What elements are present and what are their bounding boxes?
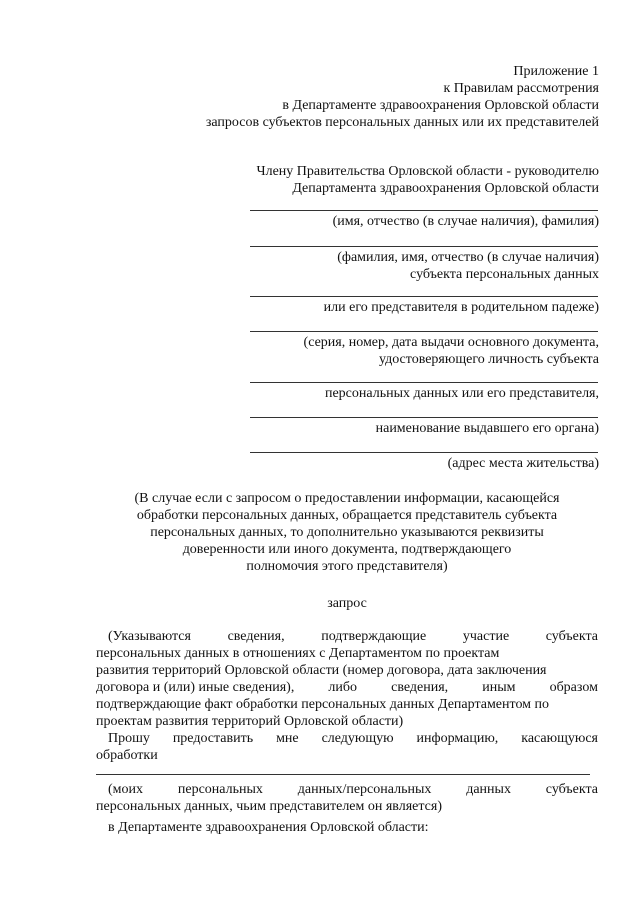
address-hint: (адрес места жительства) bbox=[447, 456, 599, 471]
request-heading: запрос bbox=[327, 596, 367, 611]
document-hint-1: (серия, номер, дата выдачи основного документа, bbox=[303, 335, 599, 350]
document-hint-2: удостоверяющего личность субъекта bbox=[378, 352, 599, 367]
body-word: субъекта bbox=[545, 629, 598, 644]
body-word: мне bbox=[276, 731, 299, 746]
note-line-2: обработки персональных данных, обращается представитель субъекта bbox=[136, 508, 558, 523]
body-p2-row-1 bbox=[96, 730, 598, 747]
body-word: касающуюся bbox=[521, 731, 598, 746]
document-fill-line-2 bbox=[250, 382, 598, 383]
subject-fill-line bbox=[250, 246, 598, 247]
note-line-5: полномочия этого представителя) bbox=[246, 559, 448, 574]
document-hint-3: персональных данных или его представителя, bbox=[324, 386, 599, 401]
body-word: субъекта bbox=[545, 782, 598, 797]
body-p3-row-2: персональных данных, чьим представителем он является) bbox=[96, 799, 442, 814]
body-p1-row-1 bbox=[96, 628, 598, 645]
body-word: информацию, bbox=[416, 731, 499, 746]
issuer-fill-line bbox=[250, 417, 598, 418]
body-word: данных bbox=[466, 782, 511, 797]
body-p1-row-6: проектам развития территорий Орловской области) bbox=[96, 714, 404, 729]
note-line-4: доверенности или иного документа, подтверждающего bbox=[182, 542, 512, 557]
body-word: договора и (или) иные сведения), bbox=[96, 680, 295, 695]
appendix-line-2: к Правилам рассмотрения bbox=[443, 81, 599, 96]
body-text: развития территорий Орловской области (номер договора, дата заключения bbox=[96, 663, 547, 678]
name-hint: (имя, отчество (в случае наличия), фамилия) bbox=[332, 214, 599, 229]
body-word: подтверждающие bbox=[321, 629, 427, 644]
body-text: подтверждающие факт обработки персональных данных Департаментом по bbox=[96, 697, 550, 712]
issuer-hint: наименование выдавшего его органа) bbox=[375, 421, 599, 436]
body-word: следующую bbox=[321, 731, 394, 746]
body-p1-row-5 bbox=[96, 696, 598, 713]
body-word: (моих bbox=[108, 782, 144, 797]
representative-fill-line bbox=[250, 296, 598, 297]
body-word: предоставить bbox=[172, 731, 254, 746]
body-text: персональных данных в отношениях с Департаментом по проектам bbox=[96, 646, 500, 661]
body-word: участие bbox=[462, 629, 510, 644]
body-word: либо bbox=[328, 680, 358, 695]
note-line-3: персональных данных, то дополнительно указываются реквизиты bbox=[150, 525, 544, 540]
name-fill-line bbox=[250, 210, 598, 211]
body-word: сведения, bbox=[391, 680, 449, 695]
body-p1-row-4 bbox=[96, 679, 598, 696]
addressee-line-1: Члену Правительства Орловской области - руководителю bbox=[256, 164, 599, 179]
representative-hint: или его представителя в родительном падеже) bbox=[323, 300, 599, 315]
body-p4: в Департаменте здравоохранения Орловской области: bbox=[108, 820, 429, 835]
info-fill-line bbox=[96, 774, 590, 775]
body-word: сведения, bbox=[227, 629, 285, 644]
body-word: иным bbox=[482, 680, 516, 695]
subject-hint-1: (фамилия, имя, отчество (в случае наличия) bbox=[337, 250, 599, 265]
document-fill-line bbox=[250, 331, 598, 332]
appendix-line-4: запросов субъектов персональных данных или их представителей bbox=[205, 115, 599, 130]
body-word: образом bbox=[549, 680, 598, 695]
appendix-line-3: в Департаменте здравоохранения Орловской области bbox=[282, 98, 599, 113]
appendix-number: Приложение 1 bbox=[513, 64, 599, 79]
note-line-1: (В случае если с запросом о предоставлении информации, касающейся bbox=[134, 491, 560, 506]
body-word: Прошу bbox=[108, 731, 150, 746]
body-word: (Указываются bbox=[108, 629, 191, 644]
body-word: персональных bbox=[177, 782, 263, 797]
body-p1-row-2 bbox=[96, 645, 598, 662]
body-p3-row-1 bbox=[96, 781, 598, 798]
body-p1-row-3 bbox=[96, 662, 598, 679]
addressee-line-2: Департамента здравоохранения Орловской области bbox=[292, 181, 599, 196]
subject-hint-2: субъекта персональных данных bbox=[410, 267, 599, 282]
body-word: данных/персональных bbox=[297, 782, 432, 797]
address-fill-line bbox=[250, 452, 598, 453]
body-p2-row-2: обработки bbox=[96, 748, 158, 763]
